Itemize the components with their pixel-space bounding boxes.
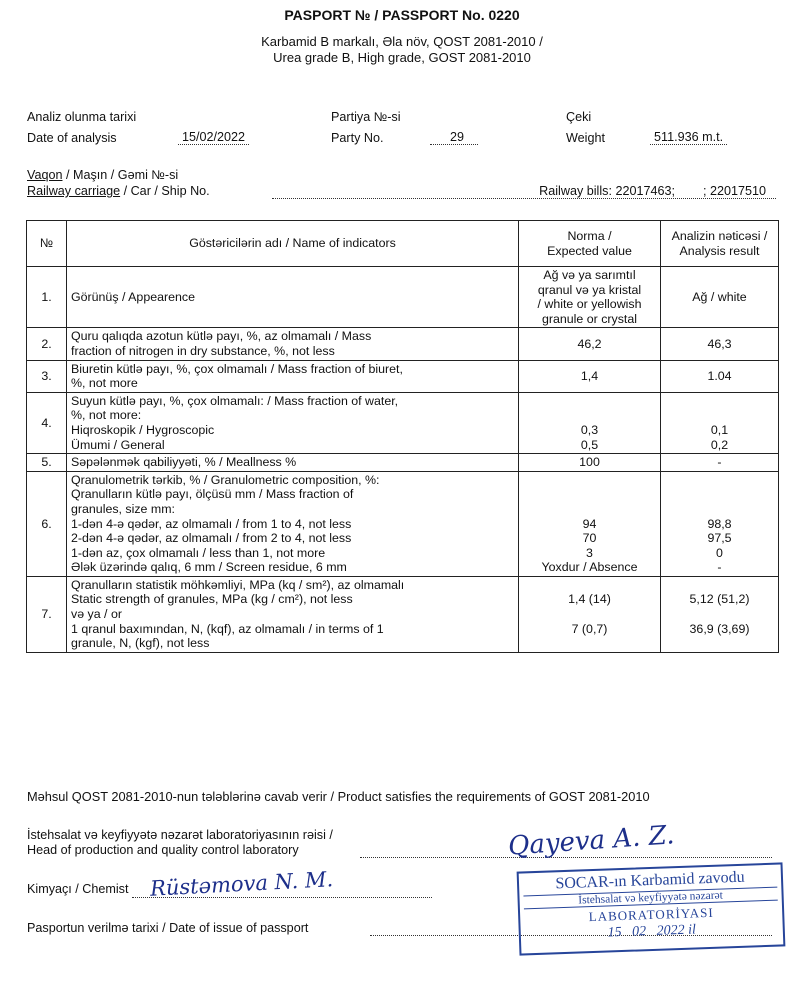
indicator-name-cell	[67, 576, 519, 652]
indicator-name-cell	[67, 328, 519, 360]
expected-value-line	[523, 636, 656, 651]
analysis-result-line: 0,2	[710, 437, 729, 452]
analysis-result-line: 0,1	[710, 422, 729, 437]
indicator-name-line: Suyun kütlə payı, %, çox olmamalı: / Mass fraction of water,	[71, 393, 399, 408]
head-lab-label-az: İstehsalat və keyfiyyətə nəzarət laboratoriyasının rəisi /	[27, 828, 333, 842]
expected-value-line	[523, 578, 656, 593]
indicator-name-cell	[67, 360, 519, 392]
analysis-result-line: 97,5	[707, 531, 732, 546]
analysis-result-line: 1.04	[707, 368, 732, 383]
header-name: Göstəricilərin adı / Name of indicators	[67, 221, 519, 267]
indicators-table	[26, 220, 779, 653]
indicator-name-line: 1-dən 4-ə qədər, az olmamalı / from 1 to 4, not less	[71, 516, 352, 531]
analysis-result-cell	[661, 576, 779, 652]
expected-value-cell	[519, 328, 661, 360]
header-expected-line: Expected value	[547, 243, 632, 258]
indicator-name-line: Görünüş / Appearence	[71, 289, 195, 304]
indicators-body	[27, 267, 779, 653]
stamp-line-1: SOCAR-ın Karbamid zavodu	[555, 868, 745, 893]
passport-title: PASPORT № / PASSPORT No. 0220	[284, 7, 520, 23]
party-label-en: Party No.	[331, 131, 384, 145]
head-lab-signature: Qayeva A. Z.	[507, 820, 676, 862]
expected-value-cell	[519, 454, 661, 472]
row-number: 4.	[27, 392, 67, 453]
analysis-result-line: 98,8	[707, 516, 732, 531]
analysis-result-line	[665, 473, 774, 488]
header-result-line: Analysis result	[679, 243, 760, 258]
analysis-result-line	[665, 578, 774, 593]
expected-value-line: granule or crystal	[541, 311, 638, 326]
analysis-result-cell	[661, 454, 779, 472]
expected-value-line: 0,3	[580, 422, 599, 437]
expected-value-line: 1,4 (14)	[568, 592, 611, 607]
indicator-name-cell	[67, 392, 519, 453]
analysis-date-label-en: Date of analysis	[27, 131, 117, 145]
table-row	[27, 360, 779, 392]
subtitle-line-1: Karbamid B markalı, Əla növ, QOST 2081-2010 /	[261, 34, 543, 49]
railway-bills-field	[272, 184, 776, 199]
chemist-signature: Rüstəmova N. M.	[149, 867, 334, 901]
expected-value-cell	[519, 267, 661, 328]
table-row	[27, 328, 779, 360]
analysis-result-cell	[661, 267, 779, 328]
carriage-en-underlined: Railway carriage	[27, 184, 121, 198]
indicator-name-line: Ələk üzərində qalıq, 6 mm / Screen residue, 6 mm	[71, 560, 347, 575]
indicator-name-line: Səpələnmək qabiliyyəti, % / Meallness %	[71, 455, 297, 470]
indicator-name-line: və ya / or	[71, 607, 122, 622]
header-expected	[519, 221, 661, 267]
indicator-name-line: Quru qalıqda azotun kütlə payı, %, az olmamalı / Mass	[71, 329, 372, 344]
indicator-name-line: Hiqroskopik / Hygroscopic	[71, 422, 215, 437]
party-value: 29	[430, 130, 478, 145]
subtitle-line-2: Urea grade B, High grade, GOST 2081-2010	[273, 50, 531, 65]
row-number: 7.	[27, 576, 67, 652]
expected-value-line: 0,5	[580, 437, 599, 452]
indicator-name-line: Ümumi / General	[71, 437, 165, 452]
indicator-name-cell	[67, 454, 519, 472]
analysis-result-cell	[661, 360, 779, 392]
weight-label-en: Weight	[566, 131, 605, 145]
analysis-result-line	[665, 607, 774, 622]
header-result	[661, 221, 779, 267]
expected-value-line: 1,4	[580, 368, 599, 383]
expected-value-line	[523, 408, 656, 423]
analysis-result-cell	[661, 392, 779, 453]
expected-value-cell	[519, 392, 661, 453]
indicator-name-line: 1-dən az, çox olmamalı / less than 1, not more	[71, 545, 326, 560]
expected-value-line: 100	[579, 455, 600, 470]
indicator-name-line: granule, N, (kgf), not less	[71, 636, 210, 651]
head-lab-label-en	[27, 843, 299, 857]
indicator-name-line: Static strength of granules, MPa (kg / cm²), not less	[71, 592, 353, 607]
indicator-name-cell	[67, 267, 519, 328]
analysis-result-line: 5,12 (51,2)	[689, 592, 750, 607]
chemist-label: Kimyaçı / Chemist	[27, 882, 129, 896]
weight-label-az: Çeki	[566, 110, 592, 124]
analysis-result-line: 0	[716, 545, 723, 560]
indicator-name-line: %, not more	[71, 376, 138, 391]
analysis-result-line	[665, 408, 774, 423]
analysis-result-line: -	[717, 455, 722, 470]
railway-bills: Railway bills: 22017463; ; 22017510	[539, 184, 766, 198]
expected-value-line	[523, 394, 656, 409]
analysis-result-cell	[661, 471, 779, 576]
carriage-az-underlined: Vaqon	[27, 168, 63, 182]
indicator-name-line: Qranulların kütlə payı, ölçüsü mm / Mass fraction of	[71, 487, 354, 502]
indicator-name-line: Biuretin kütlə payı, %, çox olmamalı / Mass fraction of biuret,	[71, 361, 403, 376]
row-number: 6.	[27, 471, 67, 576]
indicator-name-line: 2-dən 4-ə qədər, az olmamalı / from 2 to 4, not less	[71, 531, 352, 546]
row-number: 3.	[27, 360, 67, 392]
analysis-result-line	[665, 487, 774, 502]
row-number: 1.	[27, 267, 67, 328]
analysis-result-line: 46,3	[707, 336, 732, 351]
expected-value-line	[523, 502, 656, 517]
issue-date-label: Pasportun verilmə tarixi / Date of issue of passport	[27, 921, 309, 935]
indicator-name-line: %, not more:	[71, 408, 142, 423]
indicator-name-line: 1 qranul baxımından, N, (kqf), az olmamalı / in terms of 1	[71, 621, 384, 636]
stamp-line-3: LABORATORİYASI	[588, 904, 714, 925]
head-lab-en-text: Head of production and quality control laboratory	[27, 843, 299, 857]
expected-value-line: Ağ və ya sarımtıl	[543, 268, 636, 282]
expected-value-line: 46,2	[577, 336, 602, 351]
row-number: 2.	[27, 328, 67, 360]
expected-value-line	[523, 607, 656, 622]
passport-subtitle	[0, 34, 804, 66]
analysis-result-line	[665, 502, 774, 517]
expected-value-line: 3	[586, 545, 593, 560]
carriage-label-az	[27, 168, 178, 182]
weight-value: 511.936 m.t.	[650, 130, 727, 145]
carriage-en-rest: / Car / Ship No.	[120, 184, 210, 198]
indicator-name-line: fraction of nitrogen in dry substance, %, not less	[71, 343, 335, 358]
party-label-az: Partiya №-si	[331, 110, 401, 124]
carriage-az-rest: / Maşın / Gəmi №-si	[62, 168, 179, 182]
expected-value-cell	[519, 576, 661, 652]
laboratory-stamp	[517, 862, 786, 955]
header-expected-line: Norma /	[567, 228, 612, 243]
expected-value-cell	[519, 360, 661, 392]
analysis-result-cell	[661, 328, 779, 360]
expected-value-line: qranul və ya kristal	[537, 282, 642, 297]
stamp-line-2: İstehsalat və keyfiyyətə nəzarət	[523, 887, 777, 910]
table-header-row	[27, 221, 779, 267]
indicator-name-line: Qranulların statistik möhkəmliyi, MPa (kq / sm²), az olmamalı	[71, 577, 405, 592]
expected-value-line: 70	[582, 531, 597, 546]
carriage-label-en	[27, 184, 210, 198]
table-row	[27, 267, 779, 328]
expected-value-line: 94	[582, 516, 597, 531]
header-result-line: Analizin nəticəsi /	[671, 228, 768, 243]
analysis-result-line	[665, 394, 774, 409]
analysis-result-line: Ağ / white	[692, 289, 747, 304]
indicator-name-line: granules, size mm:	[71, 501, 175, 516]
table-row	[27, 392, 779, 453]
stamp-date: 15 02 2022 il	[607, 922, 697, 941]
analysis-date-value: 15/02/2022	[178, 130, 249, 145]
expected-value-cell	[519, 471, 661, 576]
indicator-name-line: Qranulometrik tərkib, % / Granulometric composition, %:	[71, 472, 380, 487]
expected-value-line	[523, 473, 656, 488]
table-row	[27, 454, 779, 472]
expected-value-line: 7 (0,7)	[571, 621, 608, 636]
header-num: №	[27, 221, 67, 267]
expected-value-line: / white or yellowish	[537, 297, 642, 312]
table-row	[27, 576, 779, 652]
expected-value-line	[523, 487, 656, 502]
analysis-date-label-az: Analiz olunma tarixi	[27, 110, 137, 124]
indicator-name-cell	[67, 471, 519, 576]
conformity-statement: Məhsul QOST 2081-2010-nun tələblərinə cavab verir / Product satisfies the requirements of GOST 2081-2010	[27, 789, 650, 804]
row-number: 5.	[27, 454, 67, 472]
analysis-result-line	[665, 636, 774, 651]
expected-value-line: Yoxdur / Absence	[541, 560, 638, 575]
analysis-result-line: -	[717, 560, 722, 575]
analysis-result-line: 36,9 (3,69)	[689, 621, 750, 636]
table-row	[27, 471, 779, 576]
